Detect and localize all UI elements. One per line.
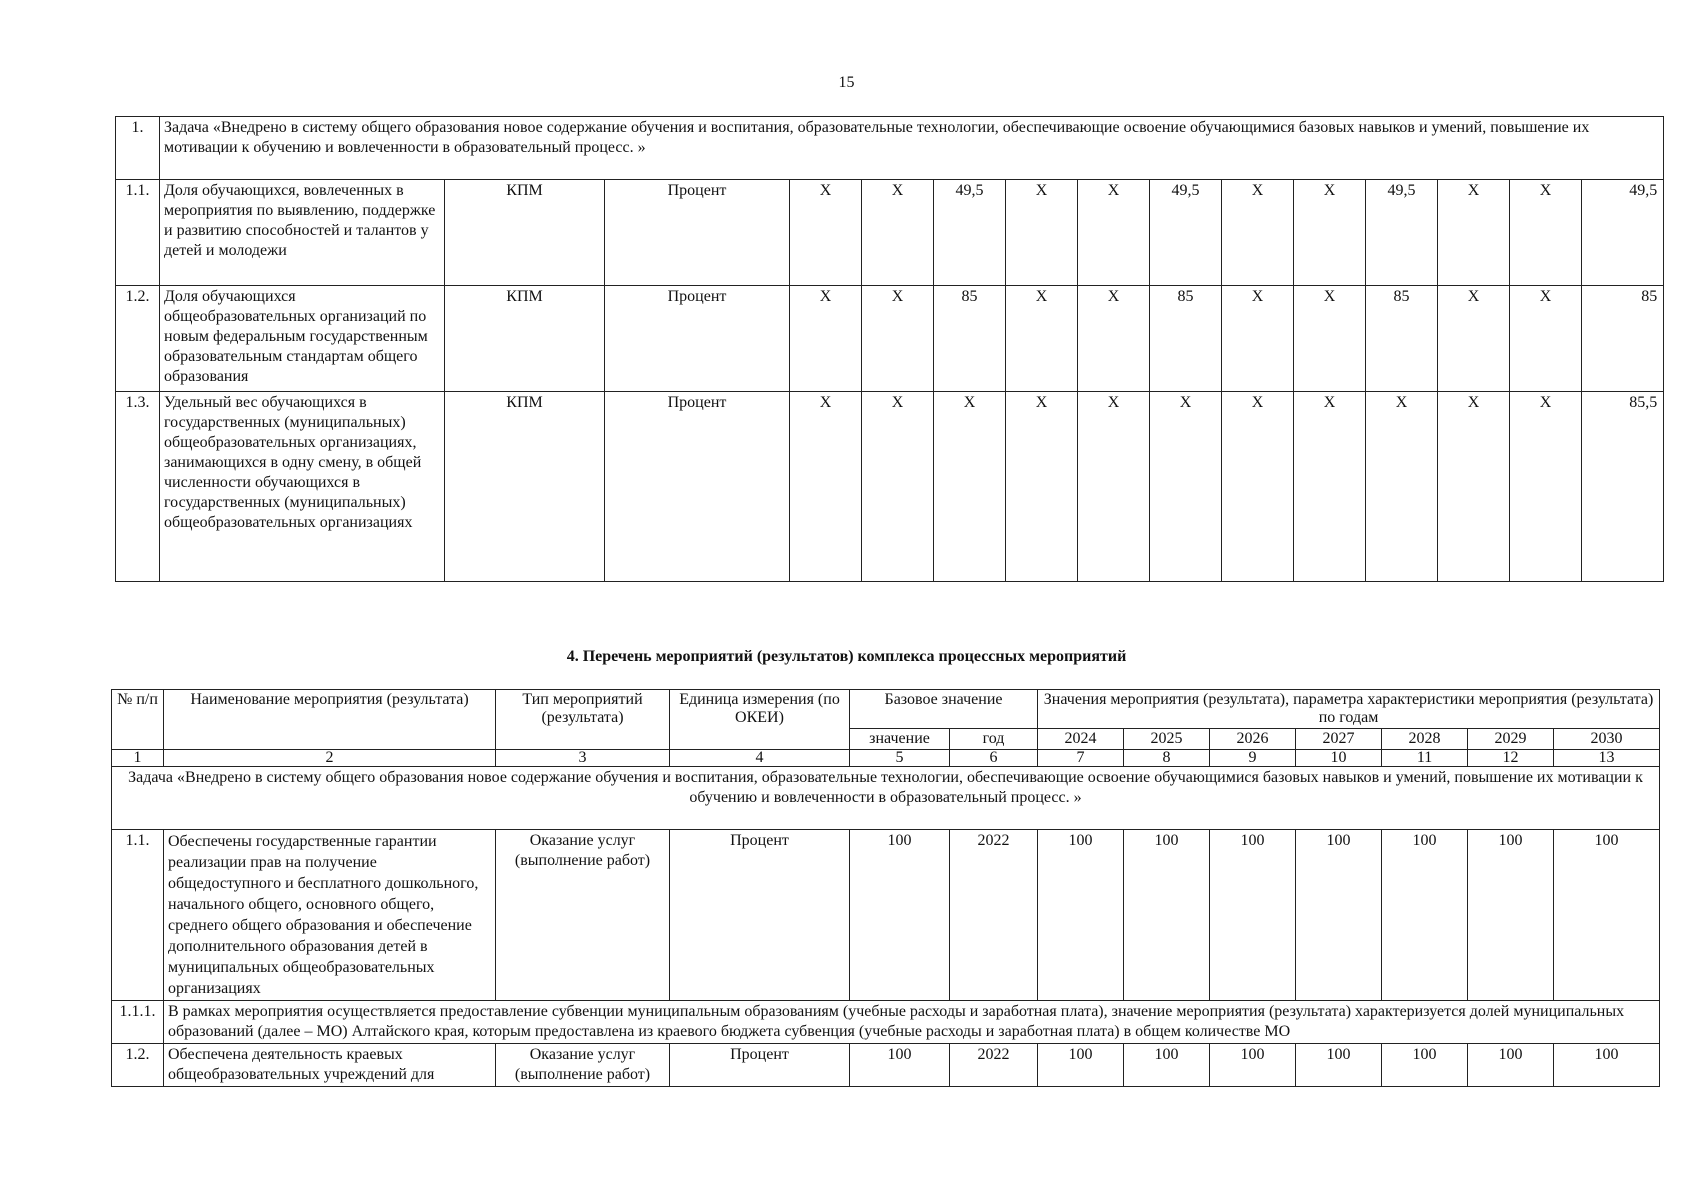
- value-cell: 100: [1382, 830, 1468, 1001]
- row-name: Обеспечены государственные гарантии реализации прав на получение общедоступного и бесплатного дошкольного, начального общего, основного общего, среднего общего образования и обеспечение дополнительного образования детей в муниципальных общеобразовательных организациях: [164, 830, 496, 1001]
- value-cell: 49,5: [1150, 180, 1222, 286]
- row-unit: Процент: [605, 286, 790, 392]
- value-cell: 100: [1038, 1044, 1124, 1087]
- value-cell: Х: [1222, 180, 1294, 286]
- table-row: [116, 180, 1664, 286]
- header-values-by-year: Значения мероприятия (результата), параметра характеристики мероприятия (результата) по годам: [1038, 690, 1660, 729]
- table-row: [112, 830, 1660, 1001]
- measures-table: [111, 689, 1660, 1087]
- indicators-table: [115, 116, 1664, 582]
- row-level: КПМ: [445, 392, 605, 582]
- task-text: Задача «Внедрено в систему общего образования новое содержание обучения и воспитания, образовательные технологии, обеспечивающие освоение обучающимися базовых навыков и умений, повышение их мотивации к обучению и вовлеченности в образовательный процесс. »: [160, 117, 1664, 180]
- header-year: 2028: [1382, 729, 1468, 750]
- value-cell: Х: [1510, 286, 1582, 392]
- column-number: 5: [850, 750, 950, 767]
- table-row: [112, 1044, 1660, 1087]
- header-year: 2030: [1554, 729, 1660, 750]
- value-cell: Х: [1510, 392, 1582, 582]
- column-number: 11: [1382, 750, 1468, 767]
- value-cell: Х: [1294, 286, 1366, 392]
- value-cell: Х: [862, 180, 934, 286]
- value-cell: Х: [1006, 392, 1078, 582]
- header-type: Тип мероприятий (результата): [496, 690, 670, 750]
- row-unit: Процент: [670, 1044, 850, 1087]
- value-cell: Х: [1006, 286, 1078, 392]
- row-unit: Процент: [605, 392, 790, 582]
- header-year: 2027: [1296, 729, 1382, 750]
- row-number: 1.3.: [116, 392, 160, 582]
- header-year: 2025: [1124, 729, 1210, 750]
- value-cell: Х: [1222, 392, 1294, 582]
- value-cell: 100: [1124, 1044, 1210, 1087]
- row-level: КПМ: [445, 286, 605, 392]
- value-cell: Х: [862, 392, 934, 582]
- header-row: [112, 690, 1660, 729]
- row-name: Доля обучающихся общеобразовательных организаций по новым федеральным государственным образовательным стандартам общего образования: [160, 286, 445, 392]
- column-number: 2: [164, 750, 496, 767]
- value-cell: Х: [790, 180, 862, 286]
- row-number: 1.2.: [116, 286, 160, 392]
- value-cell: 85: [1366, 286, 1438, 392]
- column-number: 6: [950, 750, 1038, 767]
- value-cell: 100: [1554, 1044, 1660, 1087]
- value-cell: 85,5: [1582, 392, 1664, 582]
- column-number: 13: [1554, 750, 1660, 767]
- column-number: 3: [496, 750, 670, 767]
- value-cell: 49,5: [1582, 180, 1664, 286]
- row-type: Оказание услуг (выполнение работ): [496, 830, 670, 1001]
- value-cell: 100: [1210, 1044, 1296, 1087]
- value-cell: Х: [790, 392, 862, 582]
- row-type: Оказание услуг (выполнение работ): [496, 1044, 670, 1087]
- value-cell: 100: [1554, 830, 1660, 1001]
- note-text: В рамках мероприятия осуществляется предоставление субвенции муниципальным образованиям (учебные расходы и заработная плата), значение мероприятия (результата) характеризуется долей муниципальных образований (далее – МО) Алтайского края, которым предоставлена из краевого бюджета субвенция (учебные расходы и заработная плата) в общем количестве МО: [164, 1001, 1660, 1044]
- page-number: 15: [838, 74, 855, 91]
- value-cell: 85: [1150, 286, 1222, 392]
- column-number: 10: [1296, 750, 1382, 767]
- value-cell: 49,5: [934, 180, 1006, 286]
- value-cell: Х: [1438, 286, 1510, 392]
- note-row: [112, 1001, 1660, 1044]
- value-cell: 100: [1382, 1044, 1468, 1087]
- row-base-value: 100: [850, 1044, 950, 1087]
- value-cell: Х: [1078, 286, 1150, 392]
- row-name: Удельный вес обучающихся в государственных (муниципальных) общеобразовательных организациях, занимающихся в одну смену, в общей численности обучающихся в государственных (муниципальных) общеобразовательных организациях: [160, 392, 445, 582]
- row-level: КПМ: [445, 180, 605, 286]
- value-cell: 100: [1296, 830, 1382, 1001]
- header-base-year: год: [950, 729, 1038, 750]
- row-number: 1.1.: [112, 830, 164, 1001]
- value-cell: Х: [1438, 392, 1510, 582]
- column-number: 12: [1468, 750, 1554, 767]
- column-number-row: [112, 750, 1660, 767]
- value-cell: Х: [1438, 180, 1510, 286]
- value-cell: Х: [1294, 392, 1366, 582]
- header-num: № п/п: [112, 690, 164, 750]
- column-number: 7: [1038, 750, 1124, 767]
- value-cell: 100: [1124, 830, 1210, 1001]
- value-cell: Х: [1078, 180, 1150, 286]
- task-text: Задача «Внедрено в систему общего образования новое содержание обучения и воспитания, образовательные технологии, обеспечивающие освоение обучающимися базовых навыков и умений, повышение их мотивации к обучению и вовлеченности в образовательный процесс. »: [112, 767, 1660, 830]
- value-cell: Х: [862, 286, 934, 392]
- task-number: 1.: [116, 117, 160, 180]
- value-cell: 85: [1582, 286, 1664, 392]
- value-cell: 100: [1468, 830, 1554, 1001]
- value-cell: Х: [1294, 180, 1366, 286]
- row-number: 1.1.: [116, 180, 160, 286]
- value-cell: 100: [1296, 1044, 1382, 1087]
- header-name: Наименование мероприятия (результата): [164, 690, 496, 750]
- task-row: [116, 117, 1664, 180]
- row-number: 1.2.: [112, 1044, 164, 1087]
- value-cell: 85: [934, 286, 1006, 392]
- value-cell: 100: [1210, 830, 1296, 1001]
- header-base: Базовое значение: [850, 690, 1038, 729]
- row-name: Обеспечена деятельность краевых общеобразовательных учреждений для: [164, 1044, 496, 1087]
- value-cell: Х: [1006, 180, 1078, 286]
- value-cell: 100: [1468, 1044, 1554, 1087]
- column-number: 1: [112, 750, 164, 767]
- header-unit: Единица измерения (по ОКЕИ): [670, 690, 850, 750]
- column-number: 4: [670, 750, 850, 767]
- header-year: 2029: [1468, 729, 1554, 750]
- note-number: 1.1.1.: [112, 1001, 164, 1044]
- value-cell: Х: [1510, 180, 1582, 286]
- table-row: [116, 286, 1664, 392]
- section-heading: 4. Перечень мероприятий (результатов) комплекса процессных мероприятий: [566, 648, 1127, 665]
- value-cell: Х: [1078, 392, 1150, 582]
- header-year: 2024: [1038, 729, 1124, 750]
- row-unit: Процент: [605, 180, 790, 286]
- value-cell: 100: [1038, 830, 1124, 1001]
- row-base-year: 2022: [950, 1044, 1038, 1087]
- row-name: Доля обучающихся, вовлеченных в мероприятия по выявлению, поддержке и развитию способностей и талантов у детей и молодежи: [160, 180, 445, 286]
- value-cell: Х: [790, 286, 862, 392]
- value-cell: Х: [934, 392, 1006, 582]
- column-number: 9: [1210, 750, 1296, 767]
- row-base-year: 2022: [950, 830, 1038, 1001]
- value-cell: 49,5: [1366, 180, 1438, 286]
- value-cell: Х: [1222, 286, 1294, 392]
- table-row: [116, 392, 1664, 582]
- row-unit: Процент: [670, 830, 850, 1001]
- task-row: [112, 767, 1660, 830]
- row-base-value: 100: [850, 830, 950, 1001]
- header-year: 2026: [1210, 729, 1296, 750]
- value-cell: Х: [1366, 392, 1438, 582]
- header-base-value: значение: [850, 729, 950, 750]
- column-number: 8: [1124, 750, 1210, 767]
- value-cell: Х: [1150, 392, 1222, 582]
